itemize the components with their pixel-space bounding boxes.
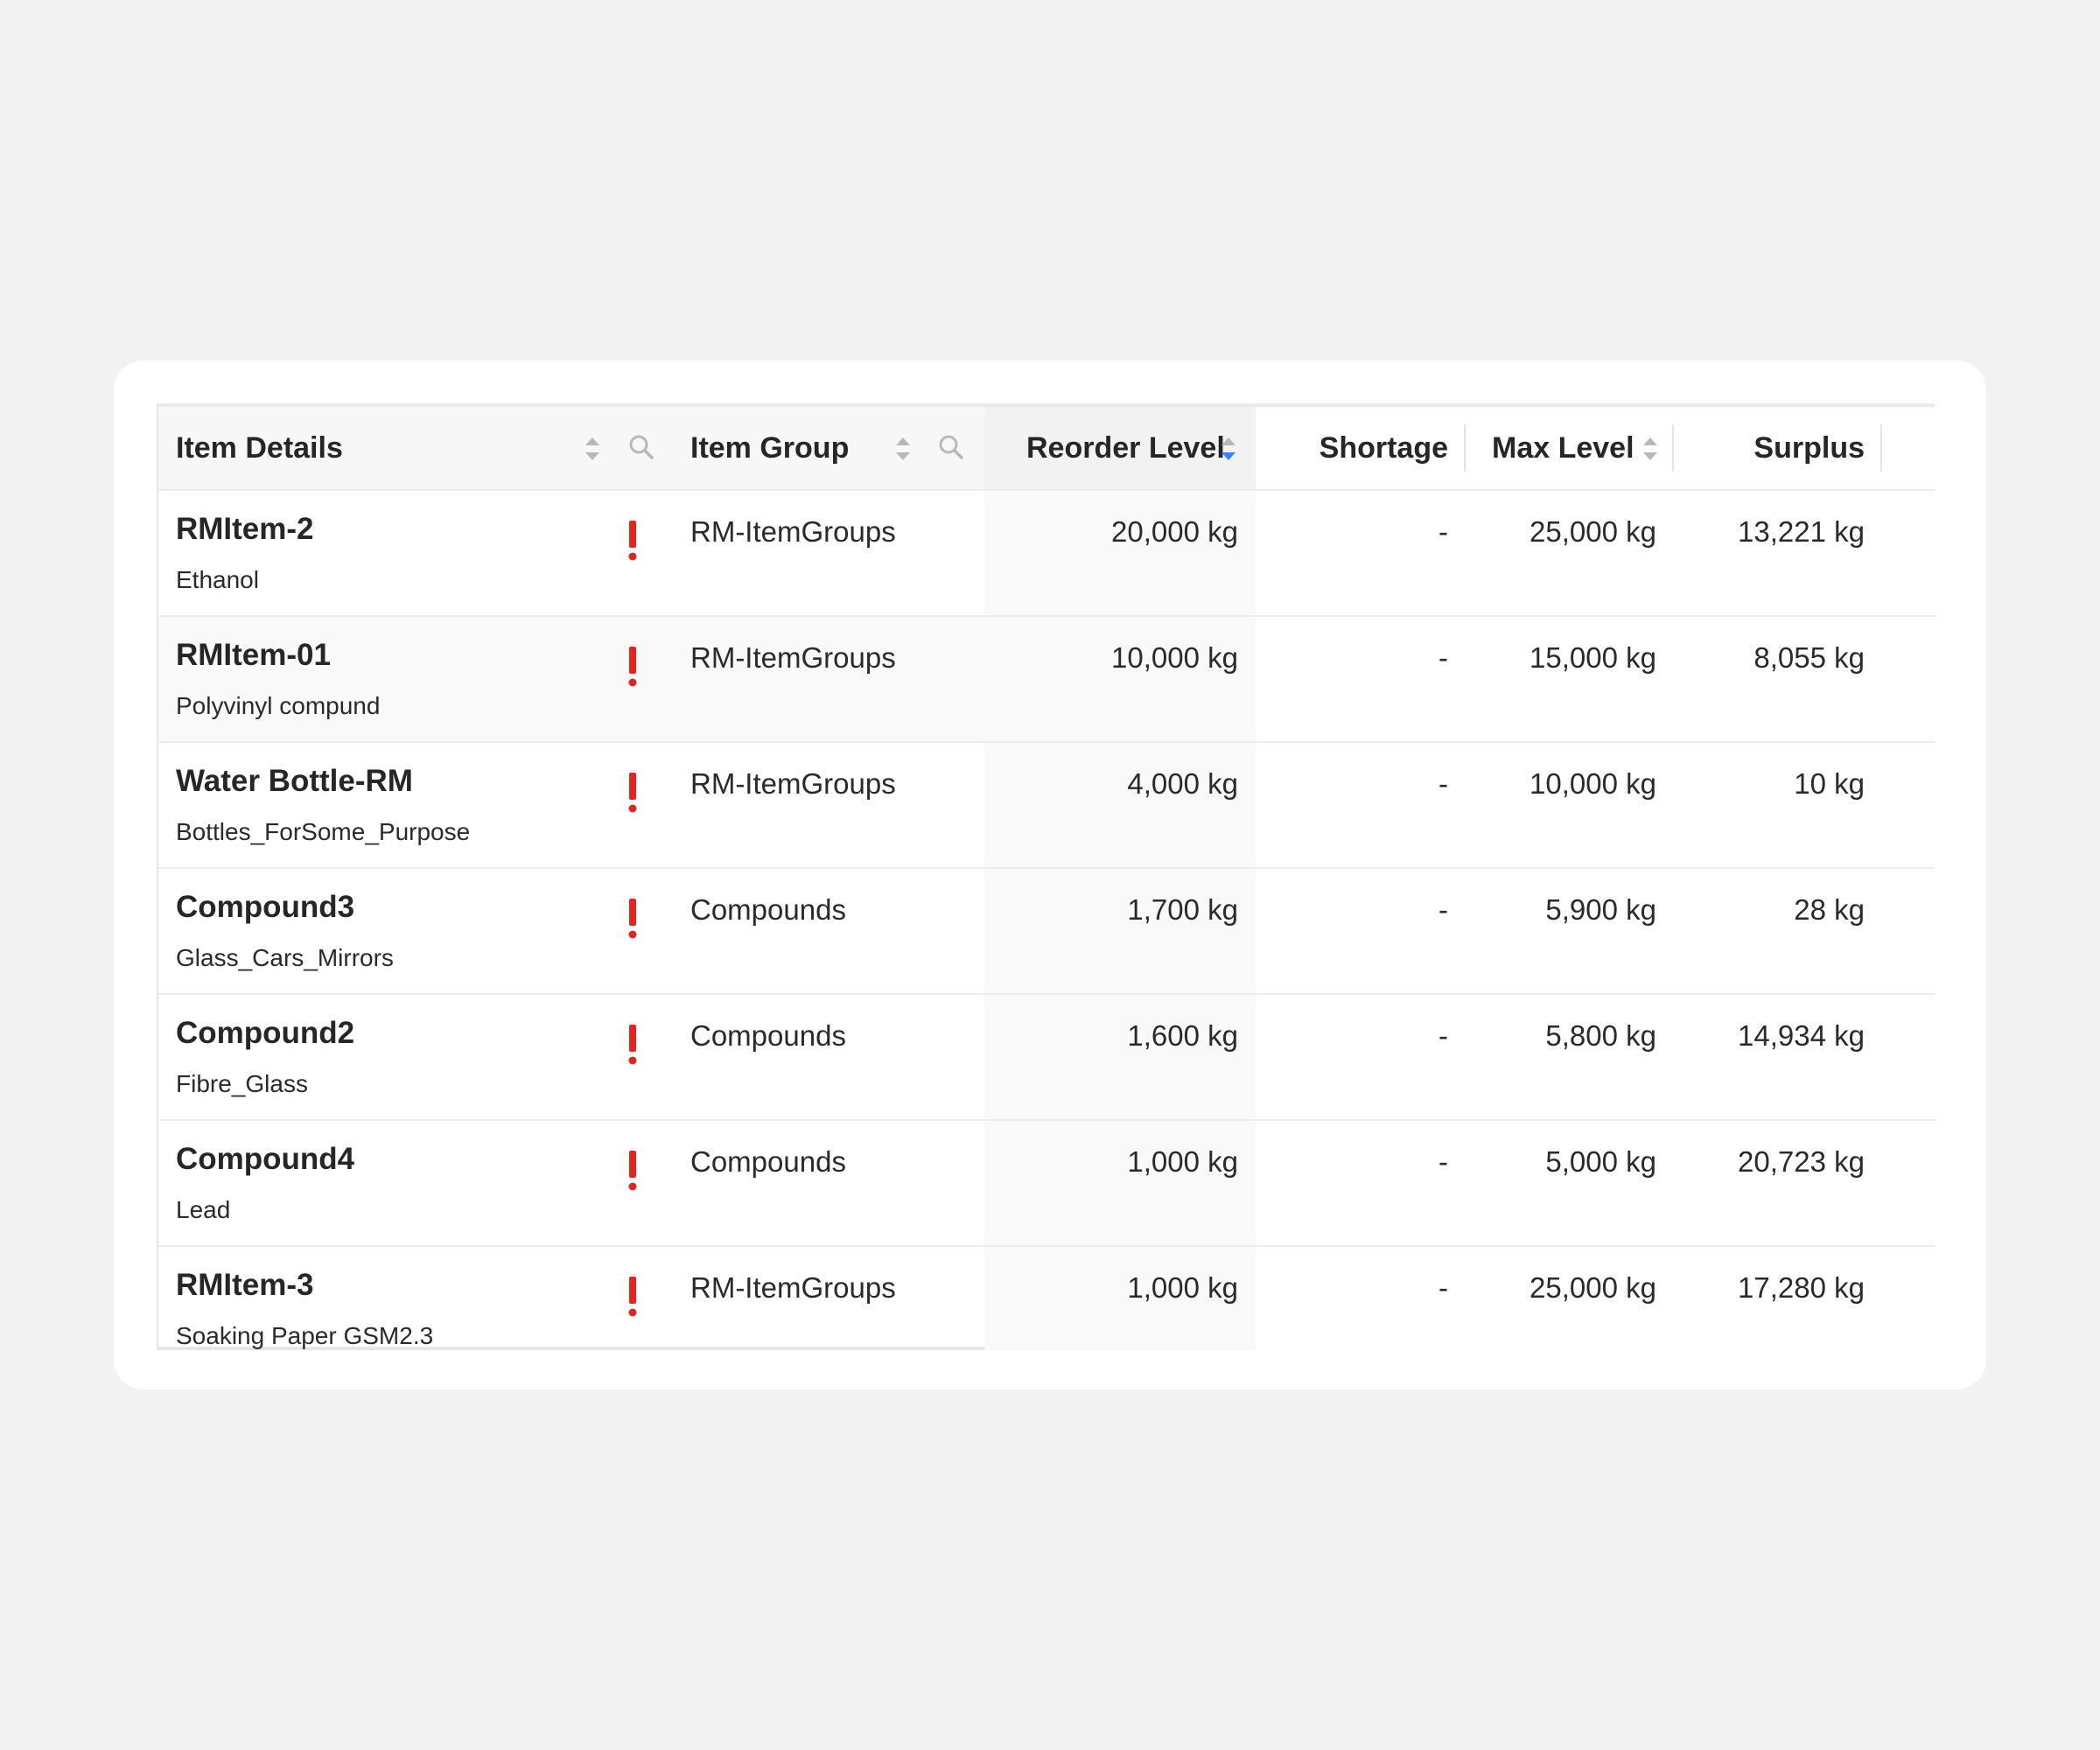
sort-icon[interactable] xyxy=(583,433,602,465)
table-row[interactable] xyxy=(157,1121,1935,1247)
header-max-level-label: Max Level xyxy=(1492,431,1634,465)
sort-descending-icon[interactable] xyxy=(1219,433,1238,465)
surplus-cell xyxy=(1674,1121,1882,1245)
item-group: Compounds xyxy=(690,1145,846,1178)
inventory-table xyxy=(157,403,1935,1350)
shortage-value: - xyxy=(1438,767,1448,800)
shortage-cell xyxy=(1256,491,1466,615)
reorder-level-value: 10,000 kg xyxy=(1111,641,1238,674)
shortage-value: - xyxy=(1438,641,1448,674)
item-group: Compounds xyxy=(690,893,846,926)
header-reorder-level-label: Reorder Level xyxy=(1026,431,1225,465)
alert-icon xyxy=(626,521,639,561)
header-item-details xyxy=(157,407,673,489)
shortage-cell xyxy=(1256,1121,1466,1245)
header-surplus-label: Surplus xyxy=(1754,431,1865,465)
reorder-level-cell xyxy=(984,491,1256,615)
max-level-cell xyxy=(1466,995,1674,1119)
header-reorder-level[interactable] xyxy=(984,407,1256,489)
item-group: RM-ItemGroups xyxy=(690,1271,896,1304)
item-group: RM-ItemGroups xyxy=(690,767,896,800)
table-row[interactable] xyxy=(157,869,1935,995)
item-group-cell xyxy=(673,869,984,993)
surplus-cell xyxy=(1674,995,1882,1119)
max-level-cell xyxy=(1466,1121,1674,1245)
shortage-cell xyxy=(1256,995,1466,1119)
table-row[interactable] xyxy=(157,1247,1935,1350)
item-group-cell xyxy=(673,743,984,867)
alert-icon xyxy=(626,1151,639,1191)
max-level-value: 5,000 kg xyxy=(1545,1145,1656,1178)
alert-icon xyxy=(626,773,639,813)
reorder-level-value: 1,000 kg xyxy=(1127,1145,1238,1178)
reorder-level-value: 20,000 kg xyxy=(1111,515,1238,548)
reorder-level-cell xyxy=(984,869,1256,993)
search-icon[interactable] xyxy=(937,433,965,461)
header-filler xyxy=(1882,407,1935,489)
item-details-cell xyxy=(157,743,673,867)
max-level-value: 5,800 kg xyxy=(1545,1019,1656,1052)
shortage-value: - xyxy=(1438,1019,1448,1052)
item-description: Glass_Cars_Mirrors xyxy=(176,944,394,971)
surplus-cell xyxy=(1674,617,1882,741)
surplus-value: 20,723 kg xyxy=(1738,1145,1865,1178)
inventory-card xyxy=(114,360,1986,1390)
surplus-value: 28 kg xyxy=(1794,893,1865,926)
max-level-value: 25,000 kg xyxy=(1530,1271,1656,1304)
header-shortage-label: Shortage xyxy=(1319,431,1448,465)
item-details-cell xyxy=(157,617,673,741)
item-description: Ethanol xyxy=(176,566,259,593)
surplus-cell xyxy=(1674,1247,1882,1350)
surplus-value: 8,055 kg xyxy=(1754,641,1865,674)
reorder-level-value: 1,600 kg xyxy=(1127,1019,1238,1052)
shortage-cell xyxy=(1256,617,1466,741)
max-level-value: 10,000 kg xyxy=(1530,767,1656,800)
header-item-group-label: Item Group xyxy=(690,431,850,465)
shortage-cell xyxy=(1256,743,1466,867)
surplus-cell xyxy=(1674,869,1882,993)
reorder-level-value: 1,000 kg xyxy=(1127,1271,1238,1304)
table-row[interactable] xyxy=(157,617,1935,743)
surplus-value: 10 kg xyxy=(1794,767,1865,800)
item-details-cell xyxy=(157,1121,673,1245)
item-description: Polyvinyl compund xyxy=(176,692,381,719)
item-group: Compounds xyxy=(690,1019,846,1052)
item-name[interactable]: RMItem-3 xyxy=(176,1268,314,1302)
item-details-cell xyxy=(157,995,673,1119)
item-group-cell xyxy=(673,995,984,1119)
item-name[interactable]: Water Bottle-RM xyxy=(176,764,413,798)
max-level-cell xyxy=(1466,491,1674,615)
shortage-value: - xyxy=(1438,1271,1448,1304)
reorder-level-cell xyxy=(984,743,1256,867)
item-group: RM-ItemGroups xyxy=(690,641,896,674)
max-level-value: 5,900 kg xyxy=(1545,893,1656,926)
surplus-value: 14,934 kg xyxy=(1738,1019,1865,1052)
item-description: Bottles_ForSome_Purpose xyxy=(176,818,471,845)
item-name[interactable]: RMItem-2 xyxy=(176,512,314,546)
sort-icon[interactable] xyxy=(1641,433,1660,465)
surplus-cell xyxy=(1674,743,1882,867)
item-group-cell xyxy=(673,491,984,615)
max-level-cell xyxy=(1466,1247,1674,1350)
item-description: Lead xyxy=(176,1196,231,1223)
item-group-cell xyxy=(673,1121,984,1245)
reorder-level-cell xyxy=(984,1247,1256,1350)
reorder-level-cell xyxy=(984,1121,1256,1245)
header-max-level xyxy=(1466,407,1674,489)
table-body xyxy=(157,491,1935,1350)
alert-icon xyxy=(626,647,639,687)
shortage-value: - xyxy=(1438,515,1448,548)
surplus-cell xyxy=(1674,491,1882,615)
alert-icon xyxy=(626,1025,639,1065)
item-details-cell xyxy=(157,869,673,993)
item-details-cell xyxy=(157,491,673,615)
header-shortage xyxy=(1256,407,1466,489)
max-level-cell xyxy=(1466,869,1674,993)
surplus-value: 13,221 kg xyxy=(1738,515,1865,548)
sort-icon[interactable] xyxy=(893,433,913,465)
table-header xyxy=(157,403,1935,491)
table-row[interactable] xyxy=(157,743,1935,869)
max-level-cell xyxy=(1466,617,1674,741)
surplus-value: 17,280 kg xyxy=(1738,1271,1865,1304)
table-row[interactable] xyxy=(157,491,1935,617)
reorder-level-value: 1,700 kg xyxy=(1127,893,1238,926)
max-level-cell xyxy=(1466,743,1674,867)
item-description: Soaking Paper GSM2.3 xyxy=(176,1322,434,1349)
item-details-cell xyxy=(157,1247,673,1350)
item-name[interactable]: Compound2 xyxy=(176,1016,355,1050)
item-group-cell xyxy=(673,1247,984,1350)
search-icon[interactable] xyxy=(627,433,655,461)
max-level-value: 25,000 kg xyxy=(1530,515,1656,548)
reorder-level-value: 4,000 kg xyxy=(1127,767,1238,800)
item-name[interactable]: Compound4 xyxy=(176,1142,355,1176)
alert-icon xyxy=(626,1277,639,1317)
reorder-level-cell xyxy=(984,617,1256,741)
header-item-group xyxy=(673,407,984,489)
max-level-value: 15,000 kg xyxy=(1530,641,1656,674)
item-name[interactable]: Compound3 xyxy=(176,890,355,924)
shortage-cell xyxy=(1256,1247,1466,1350)
item-group-cell xyxy=(673,617,984,741)
shortage-value: - xyxy=(1438,893,1448,926)
item-description: Fibre_Glass xyxy=(176,1070,308,1097)
table-row[interactable] xyxy=(157,995,1935,1121)
reorder-level-cell xyxy=(984,995,1256,1119)
item-group: RM-ItemGroups xyxy=(690,515,896,548)
shortage-cell xyxy=(1256,869,1466,993)
shortage-value: - xyxy=(1438,1145,1448,1178)
header-surplus xyxy=(1674,407,1882,489)
item-name[interactable]: RMItem-01 xyxy=(176,638,331,672)
header-item-details-label: Item Details xyxy=(176,431,343,465)
alert-icon xyxy=(626,899,639,939)
